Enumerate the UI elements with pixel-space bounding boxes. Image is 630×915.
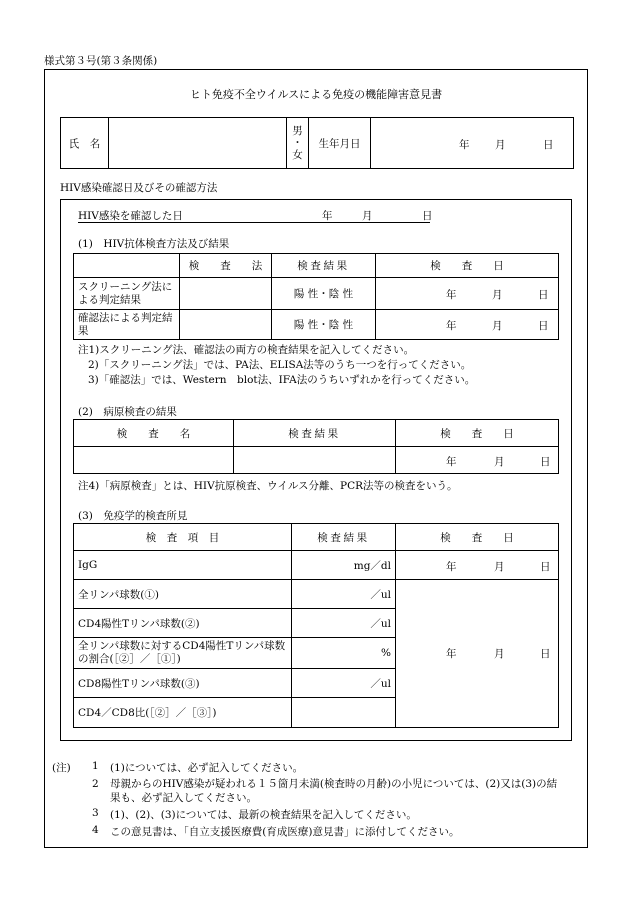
birth-month: 月 <box>495 139 506 151</box>
antibody-table <box>73 253 559 340</box>
footnote-text: (1)、(2)、(3)については、最新の検査結果を記入してください。 <box>110 809 417 821</box>
antibody-row-label: 確認法による判定結果 <box>74 310 180 340</box>
immune-item: 全リンパ球数に対するCD4陽性Tリンパ球数の割合(［②］／［①］) <box>74 638 292 669</box>
immune-col-item: 検 査 項 目 <box>74 524 292 551</box>
footnotes-list <box>92 760 562 839</box>
antigen-heading: (2) 病原検査の結果 <box>78 406 177 418</box>
immune-col-result: 検査結果 <box>292 524 396 551</box>
antigen-note: 注4)「病原検査」とは、HIV抗原検査、ウイルス分離、PCR法等の検査をいう。 <box>78 480 458 492</box>
date-month: 月 <box>494 648 505 660</box>
hiv-confirm-date-line[interactable] <box>78 208 433 223</box>
antigen-col-result: 検査結果 <box>234 420 396 447</box>
table-row <box>74 278 559 310</box>
date-year: 年 <box>446 456 457 468</box>
immune-result-field[interactable]: mg／dl <box>292 551 396 580</box>
immune-result-field[interactable] <box>292 698 396 728</box>
antigen-result-field[interactable] <box>234 447 396 474</box>
date-day: 日 <box>538 289 549 301</box>
antigen-col-date: 検 査 日 <box>396 420 559 447</box>
date-year: 年 <box>446 561 457 573</box>
birth-day: 日 <box>543 139 554 151</box>
antibody-row-label: スクリーニング法による判定結果 <box>74 278 180 310</box>
date-year: 年 <box>446 289 457 301</box>
immune-heading: (3) 免疫学的検査所見 <box>78 510 188 522</box>
date-month: 月 <box>492 289 503 301</box>
birth-year: 年 <box>459 139 470 151</box>
sex-dot: ・ <box>292 137 303 149</box>
immune-result-field[interactable]: ／ul <box>292 669 396 698</box>
document-title: ヒト免疫不全ウイルスによる免疫の機能障害意見書 <box>189 88 443 101</box>
list-item <box>92 807 562 822</box>
immune-date-field[interactable] <box>396 551 559 580</box>
sex-field[interactable] <box>287 118 309 169</box>
antibody-method-field[interactable] <box>180 310 272 340</box>
antibody-col-result: 検査結果 <box>272 254 376 278</box>
antibody-col-date: 検 査 日 <box>376 254 559 278</box>
immune-item: IgG <box>74 551 292 580</box>
date-day: 日 <box>540 456 551 468</box>
birth-date-field[interactable] <box>371 118 574 169</box>
name-label: 氏 名 <box>61 118 109 169</box>
date-month: 月 <box>494 456 505 468</box>
antibody-note-3: 3)「確認法」では、Western blot法、IFA法のうちいずれかを行ってください。 <box>88 374 476 386</box>
footnote-prefix: (注) <box>52 762 71 774</box>
footnote-text: 母親からのHIV感染が疑われる１５箇月未満(検査時の月齢)の小児については、(2)又は(3)の結果も、必ず記入してください。 <box>110 778 558 804</box>
antibody-note-2: 2)「スクリーニング法」では、PA法、ELISA法等のうち一つを行ってください。 <box>88 359 472 371</box>
immune-item: 全リンパ球数(①) <box>74 580 292 609</box>
footnote-num: 4 <box>92 824 99 836</box>
antibody-result-field[interactable]: 陽 性・陰 性 <box>272 278 376 310</box>
antigen-name-field[interactable] <box>74 447 234 474</box>
hiv-confirm-month: 月 <box>362 210 373 222</box>
antibody-date-field[interactable] <box>376 310 559 340</box>
antibody-note-1: 注1)スクリーニング法、確認法の両方の検査結果を記入してください。 <box>78 344 415 356</box>
hiv-section-title: HIV感染確認日及びその確認方法 <box>60 182 218 194</box>
footnote-text: この意見書は、「自立支援医療費(育成医療)意見書」に添付してください。 <box>110 826 460 838</box>
list-item <box>92 777 562 805</box>
immune-item: CD4陽性Tリンパ球数(②) <box>74 609 292 638</box>
table-row <box>74 580 559 609</box>
table-row <box>74 310 559 340</box>
antibody-heading: (1) HIV抗体検査方法及び結果 <box>78 238 230 250</box>
antigen-col-name: 検 査 名 <box>74 420 234 447</box>
table-row <box>74 447 559 474</box>
immune-col-date: 検 査 日 <box>396 524 559 551</box>
date-year: 年 <box>446 648 457 660</box>
date-month: 月 <box>492 320 503 332</box>
person-info-table <box>60 117 574 169</box>
birth-label: 生年月日 <box>309 118 371 169</box>
immune-item: CD8陽性Tリンパ球数(③) <box>74 669 292 698</box>
immune-result-field[interactable]: % <box>292 638 396 669</box>
immune-date-field-shared[interactable] <box>396 580 559 728</box>
antibody-method-field[interactable] <box>180 278 272 310</box>
antibody-col-method: 検 査 法 <box>180 254 272 278</box>
footnote-num: 3 <box>92 807 99 819</box>
antibody-date-field[interactable] <box>376 278 559 310</box>
immune-result-field[interactable]: ／ul <box>292 609 396 638</box>
sex-female: 女 <box>292 149 303 161</box>
date-day: 日 <box>540 648 551 660</box>
date-month: 月 <box>494 561 505 573</box>
list-item <box>92 760 562 775</box>
table-row <box>74 551 559 580</box>
sex-male: 男 <box>292 125 303 137</box>
list-item <box>92 824 562 839</box>
hiv-confirm-label: HIV感染を確認した日 <box>78 210 183 222</box>
footnote-text: (1)については、必ず記入してください。 <box>110 762 304 774</box>
date-day: 日 <box>540 561 551 573</box>
hiv-confirm-year: 年 <box>322 210 333 222</box>
form-number: 様式第３号(第３条関係) <box>44 55 158 67</box>
immune-result-field[interactable]: ／ul <box>292 580 396 609</box>
date-day: 日 <box>538 320 549 332</box>
immune-table <box>73 523 559 728</box>
footnote-num: 1 <box>92 760 99 772</box>
hiv-confirm-day: 日 <box>422 210 433 222</box>
footnote-num: 2 <box>92 778 99 790</box>
antibody-result-field[interactable]: 陽 性・陰 性 <box>272 310 376 340</box>
date-year: 年 <box>446 320 457 332</box>
antigen-date-field[interactable] <box>396 447 559 474</box>
name-field[interactable] <box>109 118 287 169</box>
immune-item: CD4／CD8比(［②］／［③］) <box>74 698 292 728</box>
antigen-table <box>73 419 559 474</box>
